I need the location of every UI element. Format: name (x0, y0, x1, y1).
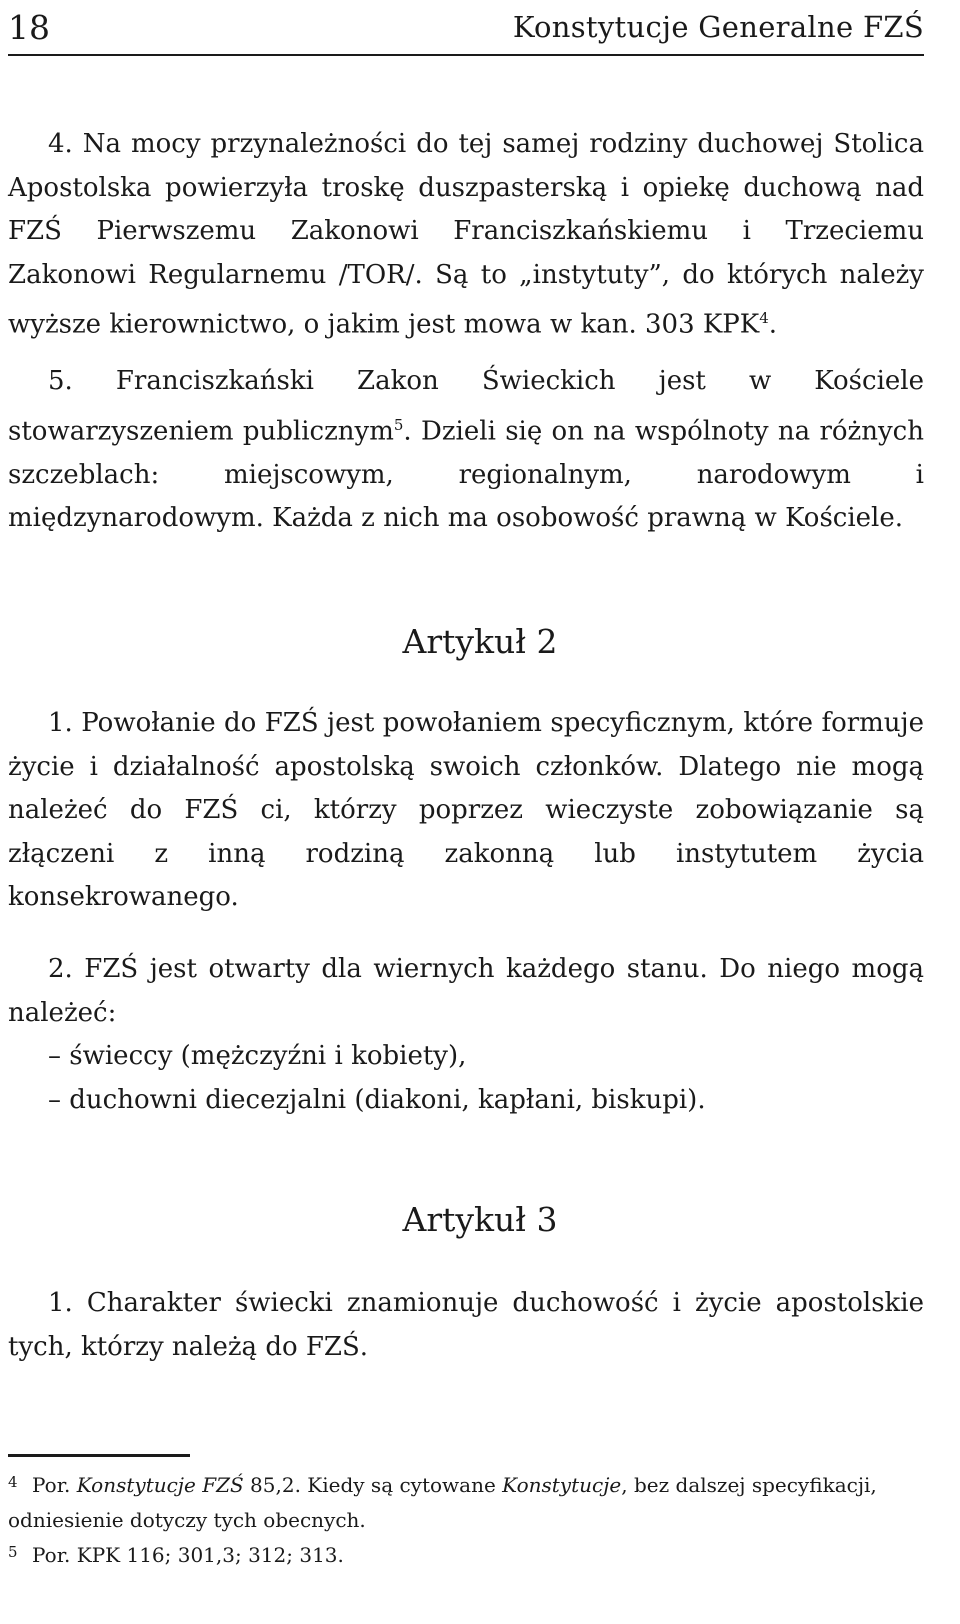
article-2-paragraph-1 (8, 702, 924, 920)
list-item: – świeccy (mężczyźni i kobiety), (48, 1041, 467, 1071)
footnotes (8, 1468, 924, 1573)
article-3-heading: Artykuł 3 (402, 1200, 558, 1239)
paragraph-4 (8, 123, 924, 347)
footnote-5 (8, 1538, 924, 1573)
paragraph-5 (8, 360, 924, 541)
footnote-divider (8, 1454, 190, 1457)
footnote-5-mark: 5 (8, 1543, 18, 1561)
article-2-paragraph-2-text: 2. FZŚ jest otwarty dla wiernych każdego stanu. Do niego mogą należeć: (8, 954, 924, 1028)
footnote-4-d: Konstytucje (502, 1473, 622, 1497)
footnote-4 (8, 1468, 924, 1538)
article-2-heading: Artykuł 2 (402, 622, 558, 661)
footnote-ref-5: 5 (393, 415, 404, 434)
paragraph-4-end: . (768, 309, 778, 340)
footnote-4-mark: 4 (8, 1473, 18, 1491)
paragraph-4-text: 4. Na mocy przynależności do tej samej rodziny duchowej Stolica Apostolska powierzyła troskę duszpasterską i opiekę duchową nad FZŚ Pierwszemu Zakonowi Franciszkańskiemu i Trzeciemu Zakonowi Regularnemu /TOR/. Są to „instytuty”, do których należy wyższe kierownictwo, o jakim jest mowa w kan. 303 KPK (8, 129, 924, 340)
article-2-paragraph-1-text: 1. Powołanie do FZŚ jest powołaniem specyficznym, które formuje życie i działalność apostolską swoich członków. Dlatego nie mogą należeć do FZŚ ci, którzy poprzez wieczyste zobowiązanie są złączeni z inną rodziną zakonną lub instytutem życia konsekrowanego. (8, 708, 924, 912)
running-title: Konstytucje Generalne FZŚ (512, 10, 924, 44)
footnote-4-e: , bez dalszej specyfikacji, odniesienie dotyczy tych obecnych. (8, 1473, 877, 1532)
footnote-5-text: Por. KPK 116; 301,3; 312; 313. (32, 1543, 344, 1567)
paragraph-5-text-b: . Dzieli się on na wspólnoty na różnych szczeblach: miejscowym, regionalnym, narodowym i międzynarodowym. Każda z nich ma osobowość prawną w Kościele. (8, 416, 924, 534)
footnote-ref-4: 4 (759, 309, 769, 327)
article-3-paragraph-1-text: 1. Charakter świecki znamionuje duchowość i życie apostolskie tych, którzy należą do FZŚ. (8, 1288, 924, 1362)
article-3-paragraph-1 (8, 1282, 924, 1369)
article-2-paragraph-2 (8, 948, 924, 1122)
footnote-4-b: Konstytucje FZŚ (76, 1473, 244, 1497)
page-header (8, 4, 924, 56)
footnote-4-c: 85,2. Kiedy są cytowane (243, 1473, 503, 1497)
footnote-4-a: Por. (32, 1473, 77, 1497)
paragraph-5-text-a: 5. Franciszkański Zakon Świeckich jest w Kościele stowarzyszeniem publicznym (8, 366, 924, 447)
page-number: 18 (8, 8, 50, 47)
list-item: – duchowni diecezjalni (diakoni, kapłani, biskupi). (48, 1084, 706, 1115)
